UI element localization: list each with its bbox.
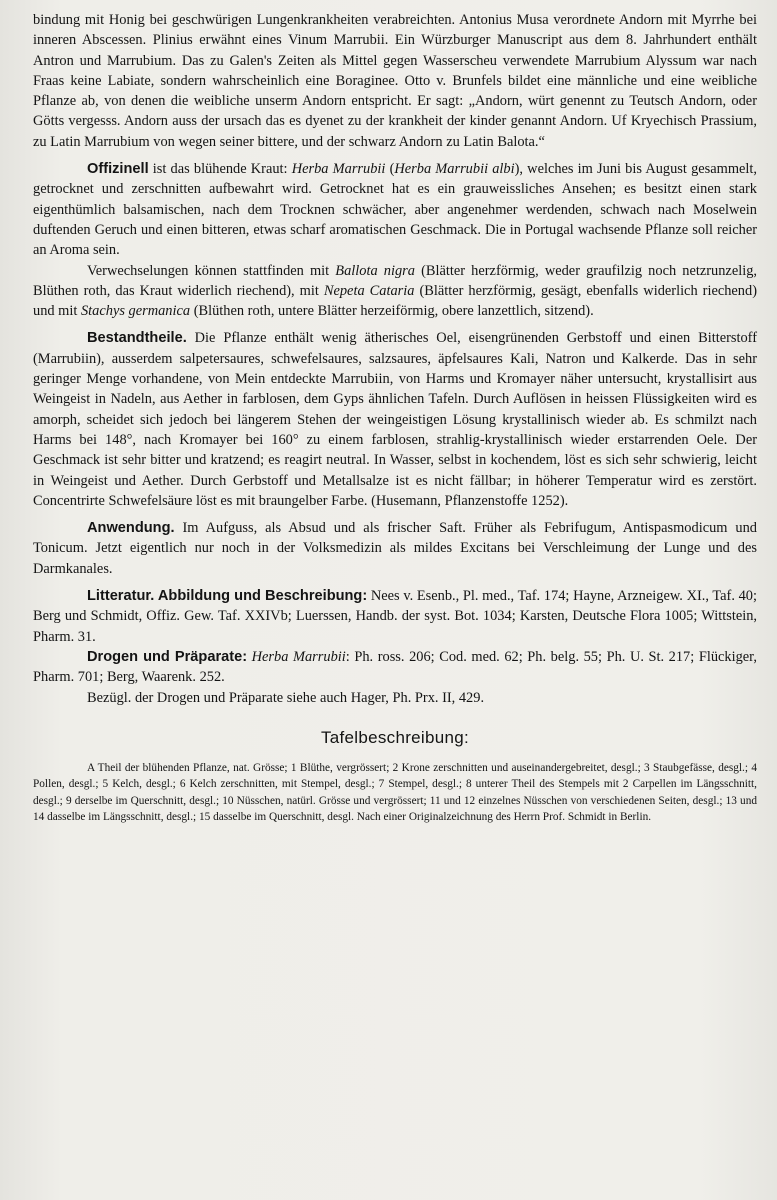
drogen-paragraph xyxy=(33,647,757,688)
offizinell-text-e: ), welches im Juni bis August gesammelt, getrocknet und zerschnitten aufbewahrt wird. Getrocknet hat es ein grauweissliches Ansehen; es besitzt einen stark eigenthümlich balsamischen, nach dem Trocknen schwächer, aber angenehmer werdenden, schwach nach Moselwein duftenden Geruch und einen bitteren, etwas scharf aromatischen Geschmack. Die in Portugal wachsende Pflanze soll reicher an Aroma sein. xyxy=(33,161,758,259)
tafel-title: Tafelbeschreibung: xyxy=(320,727,470,747)
intro-paragraph: bindung mit Honig bei geschwürigen Lungenkrankheiten verabreichten. Antonius Musa verordnete Andorn mit Myrrhe bei inneren Abscessen. Plinius erwähnt eines Vinum Marrubii. Ein Würzburger Manuscript aus dem 8. Jahrhundert enthält Antron und Marrubium. Das zu Galen's Zeiten als Mittel gegen Wasserscheu verwendete Marrubium Alyssum war nach Fraas keine Labiate, sondern wahrscheinlich eine Boraginee. Otto v. Brunfels bildet eine männliche und eine weibliche Pflanze ab, von denen die weibliche unserm Andorn entspricht. Er sagt: „Andorn, würt genennt zu Teutsch Andorn, oder Götts vergesss. Andorn auss der ursach das es dyenet zu der krankheit der kinder genannt Andorn. Uf Kryechisch Prassium, zu Latin Marrubium von wegen seiner bittere, und der schwarz Andorn zu Latin Balota.“ xyxy=(33,12,757,150)
bestandtheile-paragraph xyxy=(33,328,757,511)
tafel-text: A Theil der blühenden Pflanze, nat. Grösse; 1 Blüthe, vergrössert; 2 Krone zerschnitten und auseinandergebreitet, desgl.; 3 Staubgefässe, desgl.; 4 Pollen, desgl.; 5 Kelch, desgl.; 6 Kelch zerschnitten, mit Stempel, desgl.; 7 Stempel, desgl.; 8 unterer Theil des Stempels mit 2 Carpellen im Längsschnitt, desgl.; 9 derselbe im Querschnitt, desgl.; 10 Nüsschen, natürl. Grösse und vergrössert; 11 und 12 einzelnes Nüsschen von verschiedenen Seiten, desgl.; 13 und 14 dasselbe im Längsschnitt, desgl.; 15 dasselbe im Querschnitt, desgl. Nach einer Originalzeichnung des Herrn Prof. Schmidt in Berlin. xyxy=(33,761,757,824)
bestandtheile-text: Die Pflanze enthält wenig ätherisches Oel, eisengrünenden Gerbstoff und einen Bitterstoff (Marrubiin), ausserdem salpetersaures, schwefelsaures, salzsaures, äpfelsaures Kali, Natron und Kalkerde. Das in sehr geringer Menge vorhandene, von Mein entdeckte Marrubiin, von Harms und Kromayer näher untersucht, krystallisirt aus Weingeist in Nadeln, aus Aether in farblosen, dem Gyps ähnlichen Tafeln. Durch Auflösen in heissen Flüssigkeiten wird es amorph, scheidet sich jedoch bei längerem Stehen der weingeistigen Lösung krystallinisch wieder ab. Es schmilzt nach Harms bei 148°, nach Kromayer bei 160° zu einem farblosen, strahlig-krystallinisch wieder erstarrenden Oele. Der Geschmack ist sehr bitter und kratzend; es reagirt neutral. In Wasser, selbst in kochendem, löst es sich sehr schwierig, leicht in Weingeist und Aether. Durch Gerbstoff und Metallsalze ist es nicht fällbar; in höherer Temperatur wird es zerstört. Concentrirte Schwefelsäure löst es mit braungelber Farbe. (Husemann, Pflanzenstoffe 1252). xyxy=(33,330,757,509)
litteratur-paragraph xyxy=(33,586,757,647)
verwechs-text-c: (Blätter herzförmig, weder graufilzig noch netzrunzelig, Blüthen roth, das Kraut widerlich riechend), mit xyxy=(33,262,757,299)
drogen-text-c: : Ph. ross. 206; Cod. med. 62; Ph. belg. 55; Ph. U. St. 217; Flückiger, Pharm. 701; Berg, Waarenk. 252. xyxy=(33,648,757,686)
offizinell-text-c: ( xyxy=(385,161,395,178)
drogen-drug-name: Herba Marrubii xyxy=(251,648,346,665)
bestandtheile-heading: Bestandtheile. xyxy=(87,330,187,347)
verwechs-text-a: Verwechselungen können stattfinden mit xyxy=(87,262,336,279)
verwechs-text-e: (Blätter herzförmig, gesägt, ebenfalls widerlich riechend) und mit xyxy=(33,282,757,320)
offizinell-heading: Offizinell xyxy=(87,161,149,178)
litteratur-text: Nees v. Esenb., Pl. med., Taf. 174; Hayne, Arzneigew. XI., Taf. 40; Berg und Schmidt, Offiz. Gew. Taf. XXIVb; Luerssen, Handb. der syst. Bot. 1034; Karsten, Deutsche Flora 1005; Wittstein, Pharm. 31. xyxy=(33,588,757,645)
offizinell-text-a: ist das blühende Kraut: xyxy=(148,161,292,178)
verwechs-species-nepeta: Nepeta Cataria xyxy=(323,282,415,299)
anwendung-heading: Anwendung. xyxy=(87,520,175,537)
verwechselungen-paragraph xyxy=(33,261,757,322)
verwechs-species-stachys: Stachys germanica xyxy=(80,303,191,320)
verwechs-species-ballota: Ballota nigra xyxy=(335,262,415,279)
offizinell-drug-synonym: Herba Marrubii albi xyxy=(394,161,515,178)
bezugl-paragraph: Bezügl. der Drogen und Präparate siehe auch Hager, Ph. Prx. II, 429. xyxy=(87,689,485,706)
offizinell-paragraph xyxy=(33,159,757,260)
verwechs-text-g: (Blüthen roth, untere Blätter herzeiförmig, obere lanzettlich, sitzend). xyxy=(190,303,594,320)
offizinell-drug-name: Herba Marrubii xyxy=(291,161,386,178)
litteratur-heading: Litteratur. Abbildung und Beschreibung: xyxy=(87,588,368,605)
anwendung-paragraph xyxy=(33,518,757,579)
drogen-heading: Drogen und Präparate: xyxy=(87,648,248,665)
anwendung-text: Im Aufguss, als Absud und als frischer Saft. Früher als Febrifugum, Antispasmodicum und Tonicum. Jetzt eigentlich nur noch in der Volksmedizin als mildes Excitans bei Verschleimung der Lunge und des Darmkanales. xyxy=(33,520,757,577)
